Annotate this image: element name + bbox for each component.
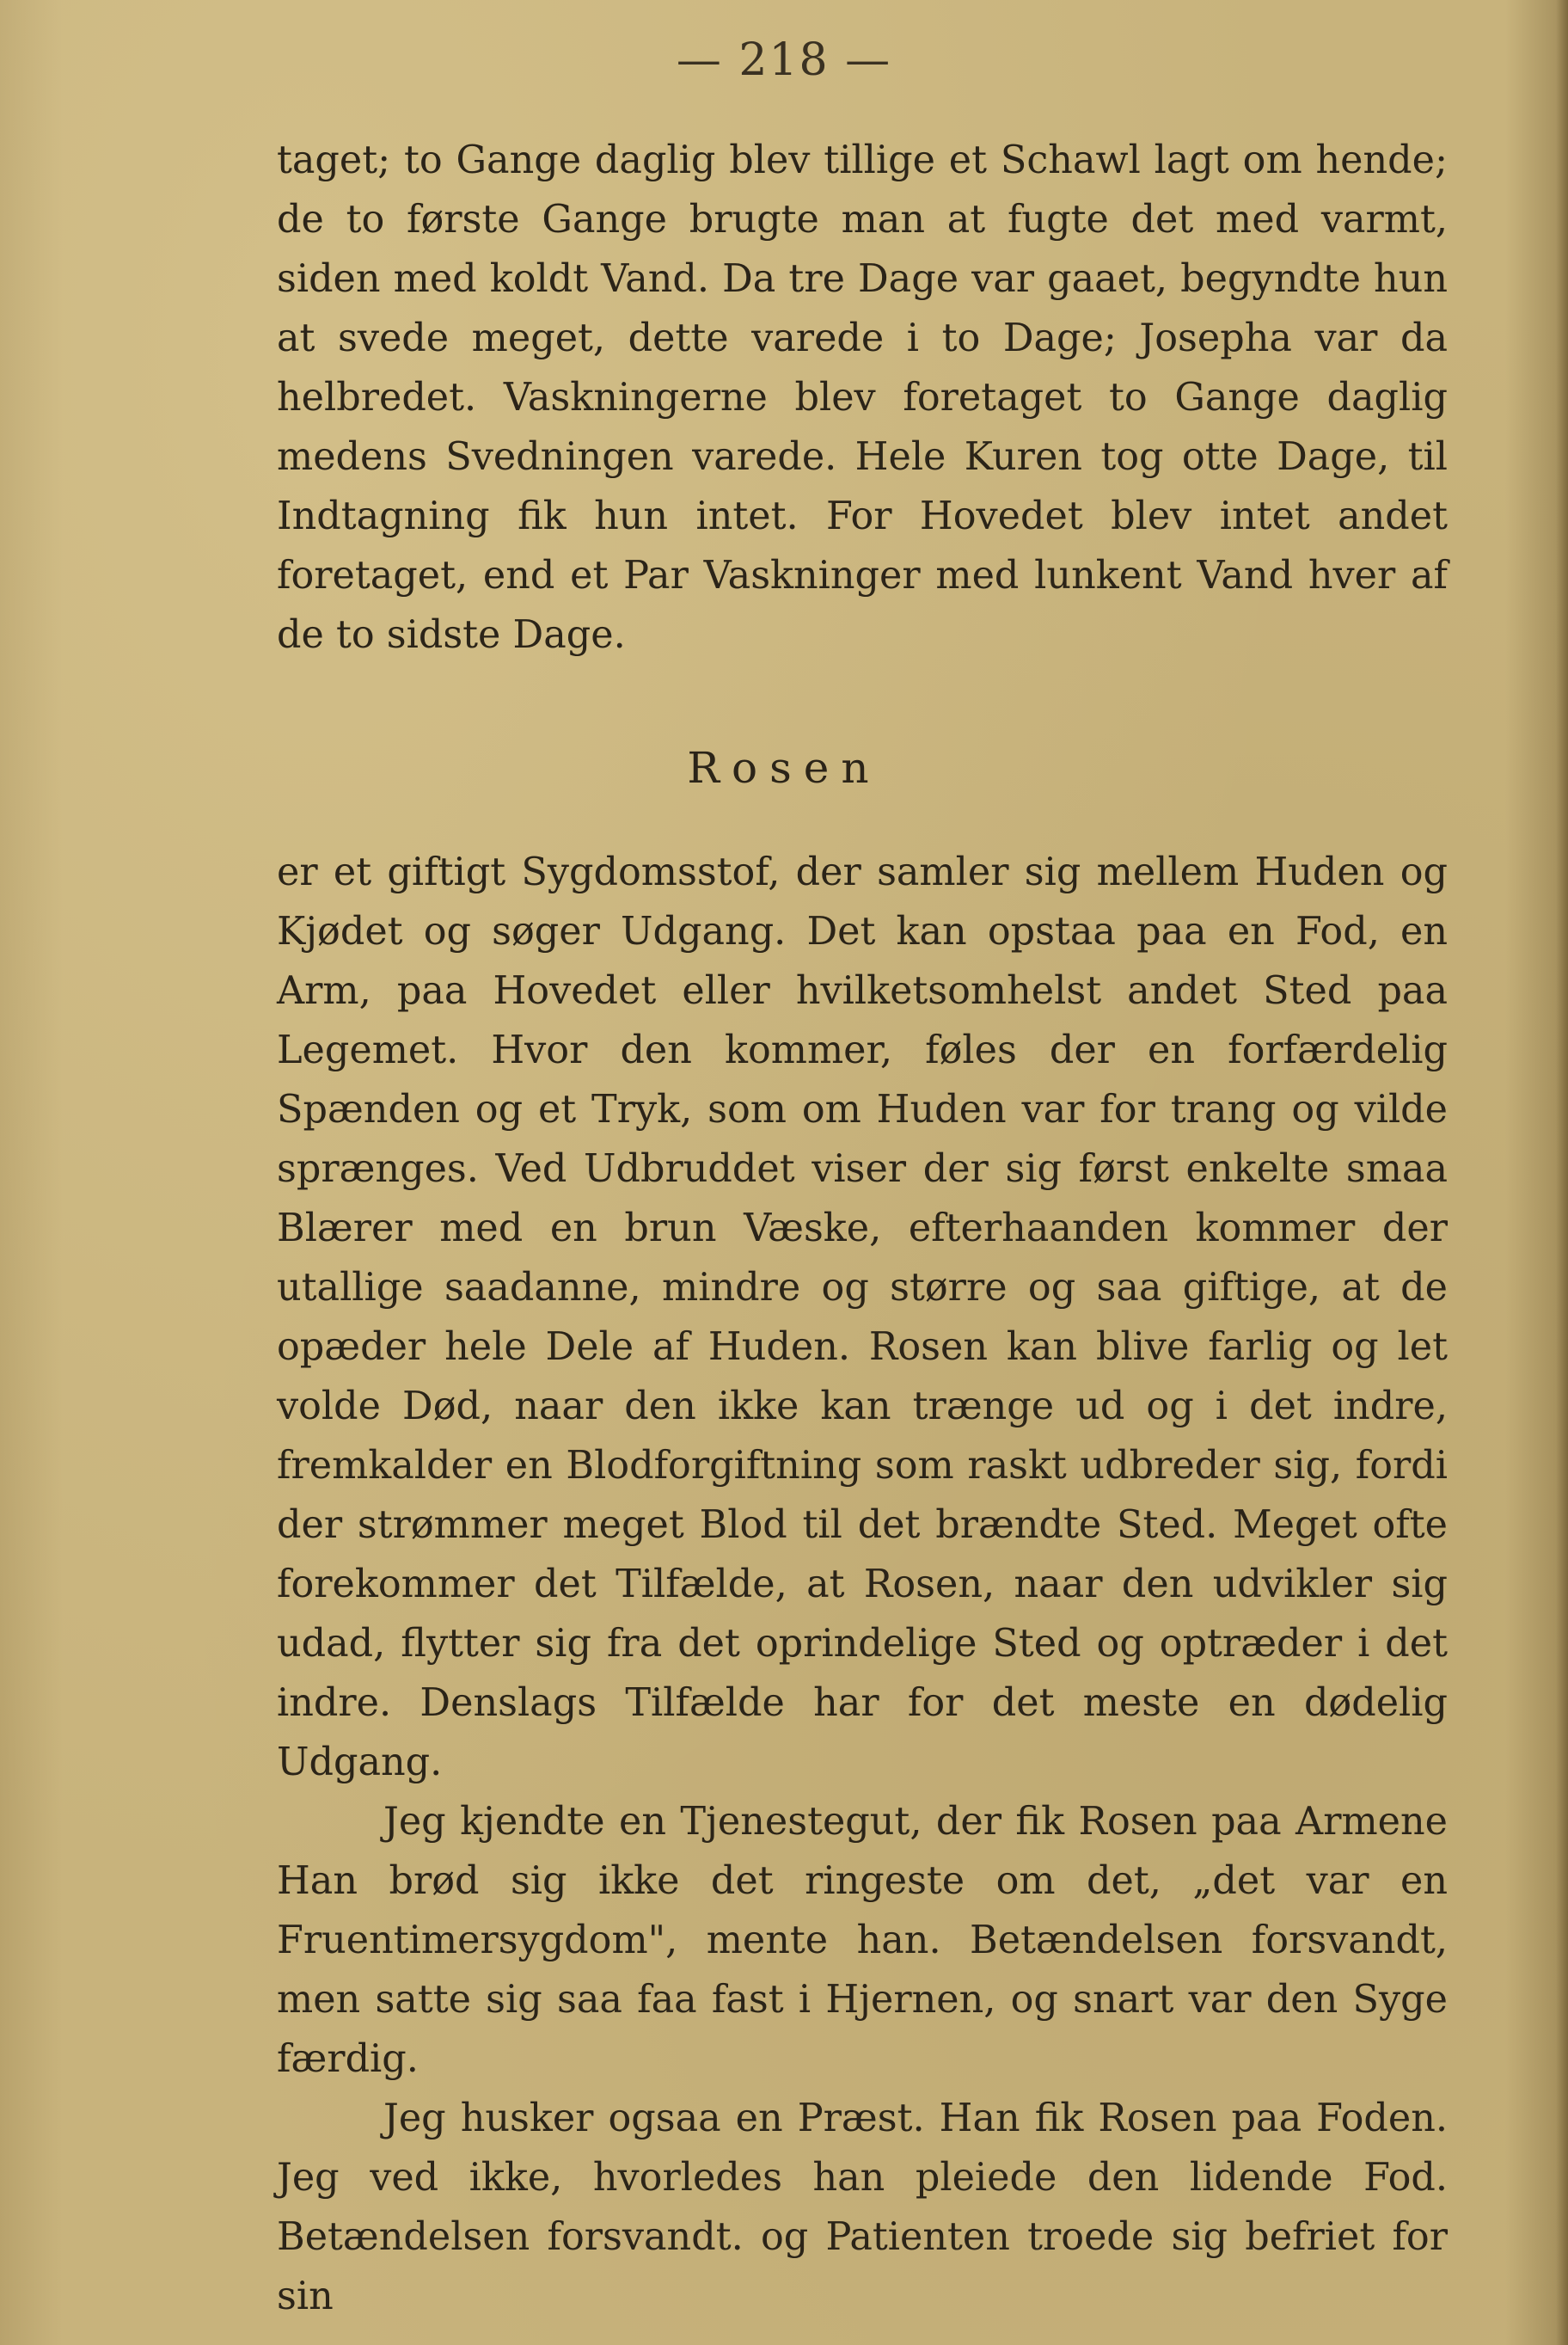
- section-heading: Rosen: [687, 743, 881, 793]
- intro-text-block: [277, 131, 1448, 665]
- section-paragraph-2: Jeg kjendte en Tjenestegut, der fik Rosen paa Armene Han brød sig ikke det ringeste om det, „det var en Fruentimersygdom", mente han. Betændelsen forsvandt, men satte sig saa faa fast i Hjernen, og snart var den Syge færdig.: [277, 1800, 1448, 2081]
- intro-paragraph: taget; to Gange daglig blev tillige et Schawl lagt om hende; de to første Gange brugte man at fugte det med varmt, siden med koldt Vand. Da tre Dage var gaaet, begyndte hun at svede meget, dette varede i to Dage; Josepha var da helbredet. Vaskningerne blev foretaget to Gange daglig medens Svedningen varede. Hele Kuren tog otte Dage, til Indtagning fik hun intet. For Hovedet blev intet andet foretaget, end et Par Vaskninger med lunkent Vand hver af de to sidste Dage.: [277, 138, 1448, 657]
- page-number: — 218 —: [676, 34, 892, 86]
- section-paragraph-1: er et giftigt Sygdomsstof, der samler sig mellem Huden og Kjødet og søger Udgang. Det kan opstaa paa en Fod, en Arm, paa Hovedet eller hvilketsomhelst andet Sted paa Legemet. Hvor den kommer, føles der en forfærdelig Spænden og et Tryk, som om Huden var for trang og vilde sprænges. Ved Udbruddet viser der sig først enkelte smaa Blærer med en brun Væske, efterhaanden kommer der utallige saadanne, mindre og større og saa giftige, at de opæder hele Dele af Huden. Rosen kan blive farlig og let volde Død, naar den ikke kan trænge ud og i det indre, fremkalder en Blodforgiftning som raskt udbreder sig, fordi der strømmer meget Blod til det brændte Sted. Meget ofte forekommer det Tilfælde, at Rosen, naar den udvikler sig udad, flytter sig fra det oprindelige Sted og optræder i det indre. Denslags Tilfælde har for det meste en dødelig Udgang.: [277, 850, 1448, 1784]
- section-paragraph-3: Jeg husker ogsaa en Præst. Han fik Rosen paa Foden. Jeg ved ikke, hvorledes han pleiede den lidende Fod. Betændelsen forsvandt. og Patienten troede sig befriet for sin: [277, 2096, 1448, 2318]
- page-edge-shadow: [1556, 0, 1568, 2345]
- section-text-block: [277, 843, 1448, 2326]
